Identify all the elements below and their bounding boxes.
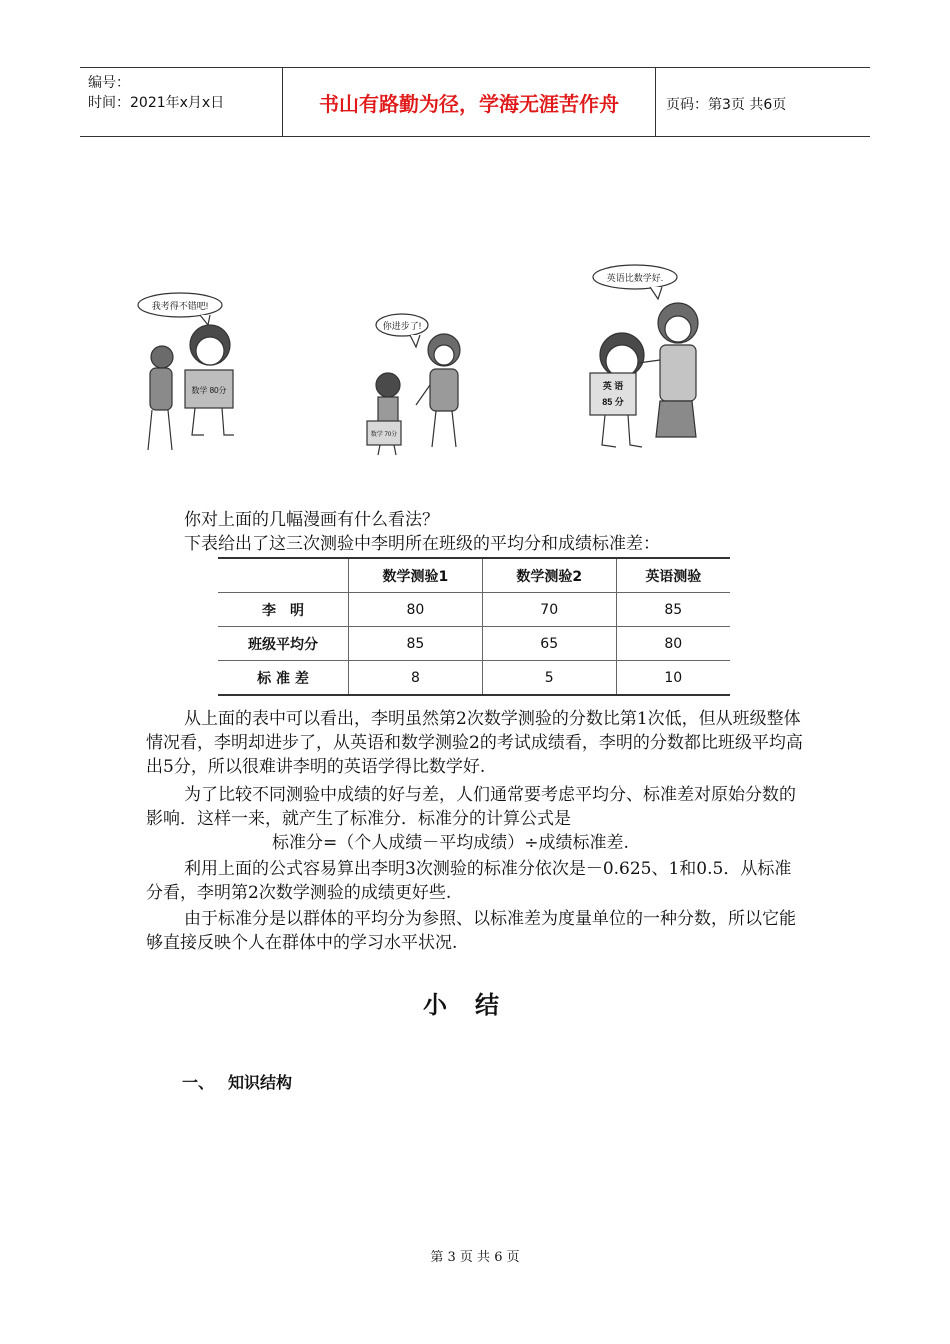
card3-subject: 英 语	[602, 381, 624, 391]
cartoon-scene-2	[367, 314, 460, 455]
body-paragraph-3: 利用上面的公式容易算出李明3次测验的标准分依次是－0.625、1和0.5．从标准分看，李明第2次数学测验的成绩更好些.	[146, 859, 792, 903]
intro-table-caption: 下表给出了这三次测验中李明所在班级的平均分和成绩标准差：	[184, 534, 660, 554]
formula: 标准分=（个人成绩－平均成绩）÷成绩标准差.	[272, 833, 629, 853]
page-info: 页码：第3页 共6页	[666, 97, 787, 113]
table-row	[218, 661, 730, 696]
table-cell: 10	[616, 661, 730, 696]
table-header: 数学测验1	[349, 558, 483, 593]
table-header-row	[218, 558, 730, 593]
table-cell: 5	[482, 661, 616, 696]
number-label: 编号：	[88, 75, 130, 91]
table-cell: 80	[349, 593, 483, 627]
cartoon-scene-3	[590, 265, 698, 447]
table-row	[218, 593, 730, 627]
page-header	[80, 67, 870, 137]
score-table	[218, 557, 730, 696]
speech-bubble-1: 我考得不错吧!	[151, 301, 209, 311]
score-card-1: 数学 80分	[191, 386, 227, 395]
section-heading	[182, 1070, 292, 1093]
page-footer: 第 3 页 共 6 页	[430, 1250, 520, 1265]
row-label: 李 明	[218, 593, 349, 627]
intro-question: 你对上面的几幅漫画有什么看法？	[184, 510, 439, 530]
section-number: 一、	[182, 1073, 215, 1092]
cartoon-illustration	[130, 255, 720, 465]
table-cell: 80	[616, 627, 730, 661]
table-corner	[218, 558, 349, 593]
time-label: 时间：2021年x月x日	[88, 95, 225, 111]
header-info-cell	[80, 68, 283, 136]
speech-bubble-3: 英语比数学好.	[606, 273, 664, 283]
summary-title: 小结	[423, 991, 527, 1019]
card3-score: 85 分	[602, 397, 624, 407]
table-header: 数学测验2	[482, 558, 616, 593]
score-card-2: 数学 70分	[370, 432, 398, 438]
row-label: 标 准 差	[218, 661, 349, 696]
speech-bubble-2: 你进步了!	[382, 321, 422, 331]
body-paragraph-1: 从上面的表中可以看出，李明虽然第2次数学测验的分数比第1次低，但从班级整体情况看，李明却进步了，从英语和数学测验2的考试成绩看，李明的分数都比班级平均高出5分，所以很难讲李明的英语学得比数学好.	[146, 709, 803, 777]
table-cell: 65	[482, 627, 616, 661]
row-label: 班级平均分	[218, 627, 349, 661]
motto: 书山有路勤为径，学海无涯苦作舟	[283, 68, 656, 136]
cartoon-scene-1	[138, 293, 234, 450]
table-cell: 85	[616, 593, 730, 627]
table-cell: 85	[349, 627, 483, 661]
table-cell: 70	[482, 593, 616, 627]
body-paragraph-4: 由于标准分是以群体的平均分为参照、以标准差为度量单位的一种分数，所以它能够直接反映个人在群体中的学习水平状况.	[146, 909, 796, 953]
body-paragraph-2: 为了比较不同测验中成绩的好与差，人们通常要考虑平均分、标准差对原始分数的影响．这样一来，就产生了标准分．标准分的计算公式是	[146, 785, 796, 829]
section-title: 知识结构	[228, 1073, 293, 1092]
table-cell: 8	[349, 661, 483, 696]
table-header: 英语测验	[616, 558, 730, 593]
table-row	[218, 627, 730, 661]
